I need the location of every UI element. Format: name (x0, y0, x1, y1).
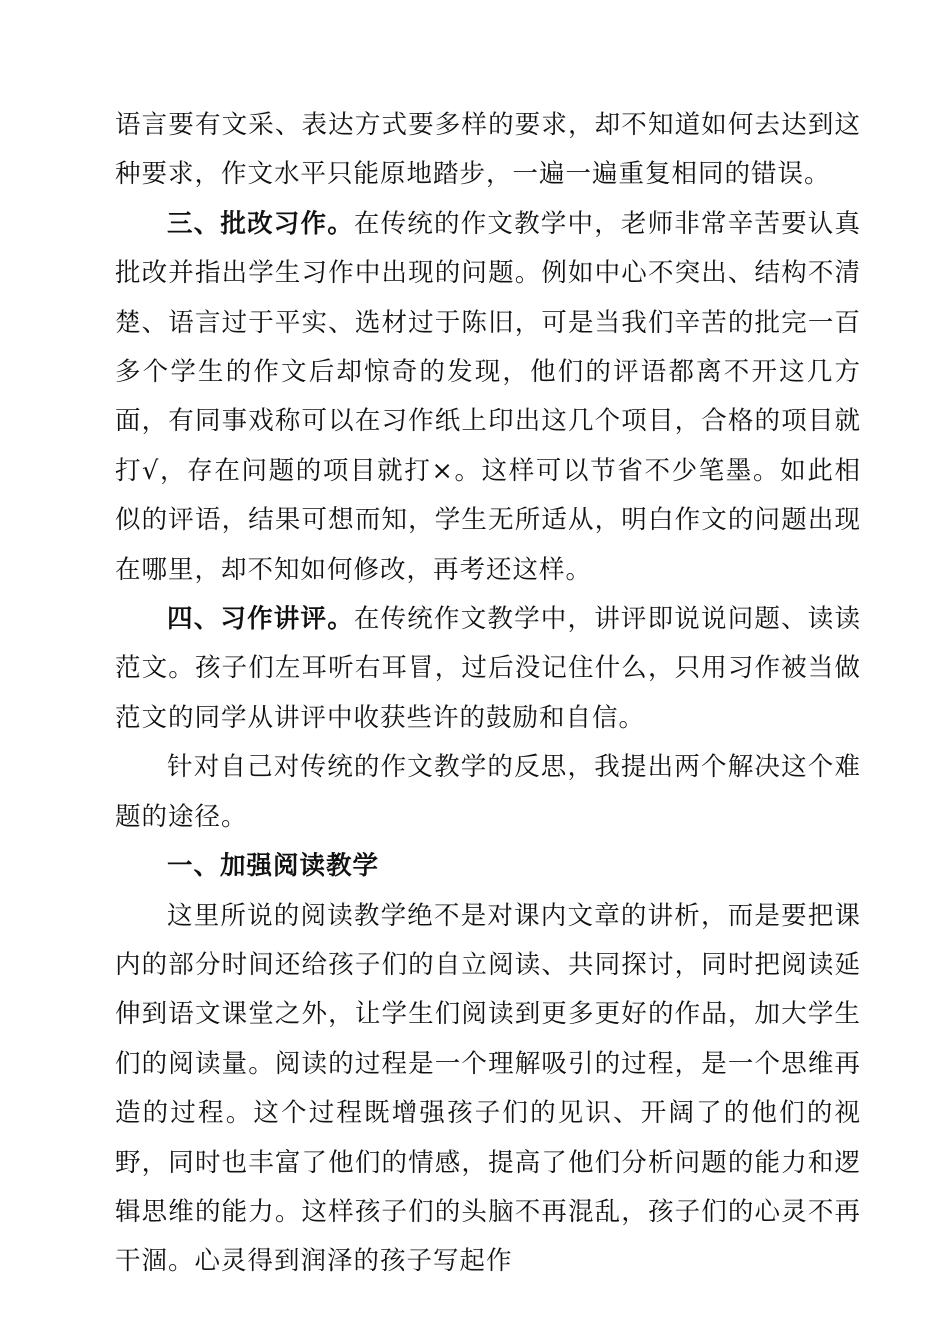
paragraph-6 (115, 892, 861, 1287)
paragraph-4-text: 针对自己对传统的作文教学的反思，我提出两个解决这个难题的途径。 (115, 752, 861, 832)
paragraph-1-text: 语言要有文采、表达方式要多样的要求，却不知道如何去达到这种要求，作文水平只能原地踏步，一遍一遍重复相同的错误。 (115, 110, 861, 190)
section-heading-text: 一、加强阅读教学 (167, 851, 380, 882)
paragraph-3-heading: 四、习作讲评。 (167, 604, 354, 635)
document-page (115, 101, 861, 1287)
paragraph-2-heading: 三、批改习作。 (167, 208, 354, 239)
paragraph-2 (115, 200, 861, 595)
paragraph-4 (115, 743, 861, 842)
paragraph-6-text: 这里所说的阅读教学绝不是对课内文章的讲析，而是要把课内的部分时间还给孩子们的自立阅读、共同探讨，同时把阅读延伸到语文课堂之外，让学生们阅读到更多更好的作品，加大学生们的阅读量。阅读的过程是一个理解吸引的过程，是一个思维再造的过程。这个过程既增强孩子们的见识、开阔了的他们的视野，同时也丰富了他们的情感，提高了他们分析问题的能力和逻辑思维的能力。这样孩子们的头脑不再混乱，孩子们的心灵不再干涸。心灵得到润泽的孩子写起作 (115, 900, 861, 1277)
paragraph-1 (115, 101, 861, 200)
paragraph-2-text: 在传统的作文教学中，老师非常辛苦要认真批改并指出学生习作中出现的问题。例如中心不突出、结构不清楚、语言过于平实、选材过于陈旧，可是当我们辛苦的批完一百多个学生的作文后却惊奇的发现，他们的评语都离不开这几方面，有同事戏称可以在习作纸上印出这几个项目，合格的项目就打√，存在问题的项目就打×。这样可以节省不少笔墨。如此相似的评语，结果可想而知，学生无所适从，明白作文的问题出现在哪里，却不知如何修改，再考还这样。 (115, 208, 861, 585)
paragraph-3-text: 在传统作文教学中，讲评即说说问题、读读范文。孩子们左耳听右耳冒，过后没记住什么，只用习作被当做范文的同学从讲评中收获些许的鼓励和自信。 (115, 604, 861, 733)
section-heading (115, 842, 861, 891)
paragraph-3 (115, 595, 861, 743)
